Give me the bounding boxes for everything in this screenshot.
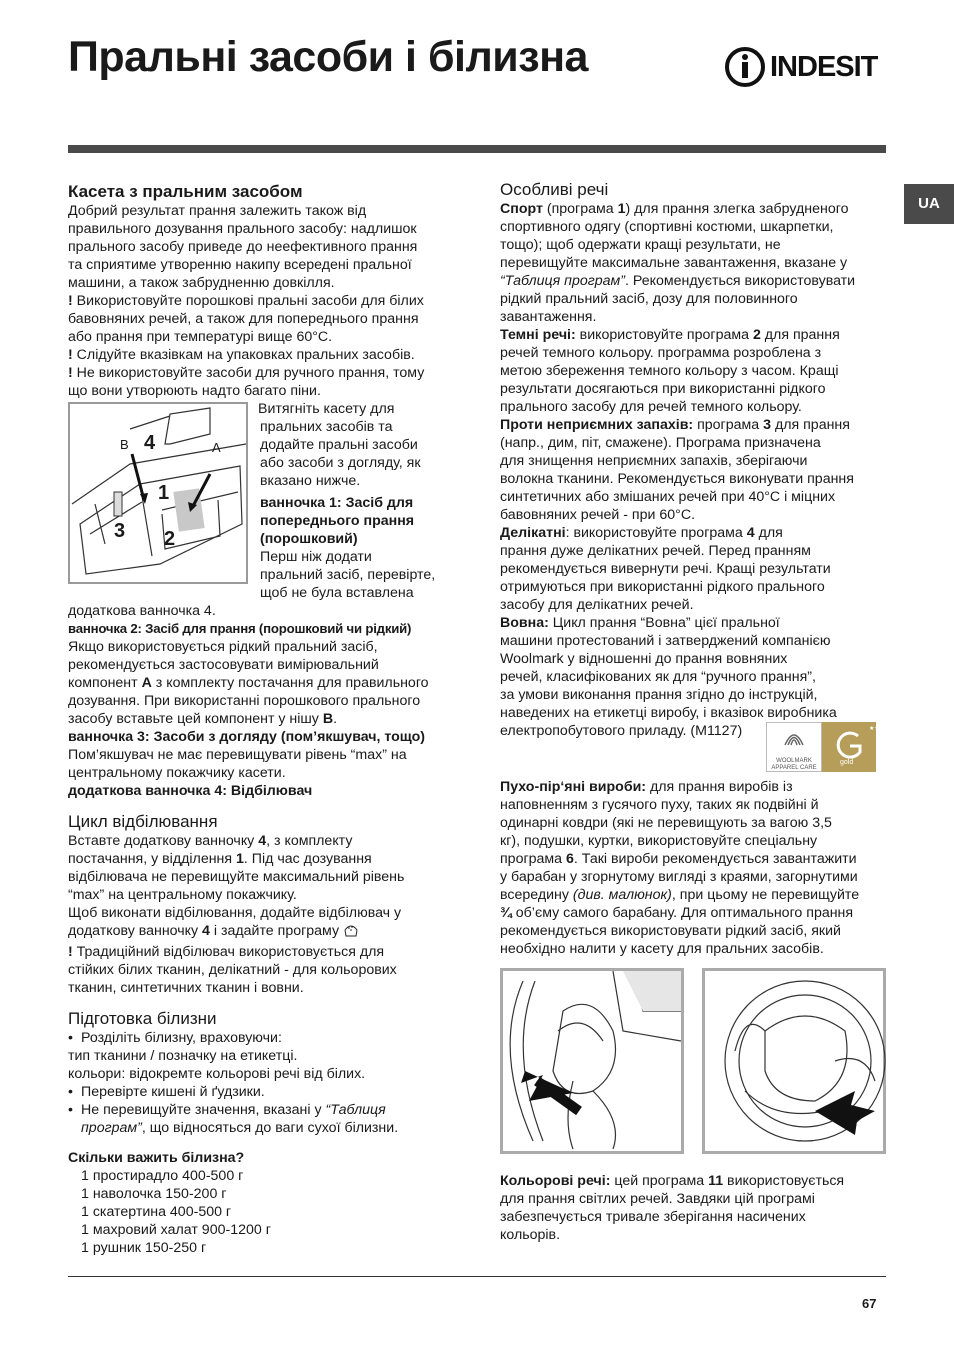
warning-icon: ! [68,347,73,363]
header-bar [68,145,886,153]
tray4-title: додаткова ванночка 4: Відбілювач [68,783,313,799]
down-items-text: Пухо-пір‘яні вироби: для прання виробів із наповненням з гусячого пуху, таких як подвійні й одинарні ковдри (які не перевищують за вагою 3,5 кг), подушки, куртки, використовуйте спеціальну програма 6. Такі вироби рекомендується завантажити у барабан у згорнутому вигляді з краями, загорнутими всередину (див. малюнок), при цьому не перевищуйте ¾ об’єму самого барабану. Для оптимального прання рекомендується використовувати рідкий засіб, який необхідно налити у касету для пральних засобів. [500,779,860,957]
woolmark-gold-logo [822,722,886,772]
warning-line: ! Слідуйте вказівкам на упаковках пральних засобів. [68,347,415,363]
page-title: Пральні засоби і білизна [68,33,588,81]
svg-text:★★★: ★★★ [869,725,886,732]
weight-item: 1 простирадло 400-500 г [81,1168,244,1184]
woolmark-logo [766,722,822,772]
woolmark-icon [767,723,821,753]
figure-label-1: 1 [158,482,170,504]
figure-label-b: B [120,437,129,452]
tray-descriptions: додаткова ванночка 4. ванночка 2: Засіб для прання (порошковий чи рідкий) Якщо використовується рідкий пральний засіб, рекомендується застосовувати вимірювальний компонент A з комплекту постачання для правильного дозування. При використанні порошкового прального засобу вставьте цей компонент у нішу B. ванночка 3: Засоби з догляду (пом’якшувач, тощо) Пом’якшувач не має перевищувати рівень “max” на центральному покажчику касети. додаткова ванночка 4: Відбілювач Цикл відбілювання Вставте додаткову ванночку 4, з комплекту постачання, у відділення 1. Під час дозування відбілювача не перевищуйте максимальний рівень “max” на центральному покажчику. Щоб виконати відбілювання, додайте відбілювач у додаткову ванночку 4 і задайте програму ! Традиційний відбілювач використовується для стійких білих тканин, делікатний - для кольорових тканин, синтетичних тканин і вовни. Підготовка білизни • Розділіть білизну, враховуючи: тип тканини / позначку на етикетці. кольори: відокремте кольорові речі від білих. • Перевірте кишені й ґудзики. • Не перевищуйте значення, вказані у “Таблиця програм”, що відносяться до ваги сухої білизни. Скільки важить білизна? 1 простирадло 400-500 г 1 наволочка 150-200 г 1 скатертина 400-500 г 1 махровий халат 900-1200 г 1 рушник 150-250 г [68,602,468,1257]
bleach-program-icon [343,922,359,943]
warning-icon: ! [68,293,73,309]
warning-line: ! Не використовуйте засоби для ручного прання, тому [68,365,425,381]
weights-heading: Скільки важить білизна? [68,1150,245,1166]
intro-line: машини, а також забрудненню довкілля. [68,275,335,291]
tray1-title: ванночка 1: Засіб для [260,495,414,511]
right-column: Особливі речі Спорт (програма 1) для прання злегка забрудненого спортивного одягу (спортивні костюми, шкарпетки, тощо); щоб одержати кращі результати, не перевищуйте максимальне завантаження, вказане у “Таблиця програм”. Рекомендується використовувати рідкий пральний засіб, дозу для половинного завантаження. Темні речі: використовуйте програма 2 для прання речей темного кольору. программа розроблена з метою збереження темного кольору з часом. Кращі результати досягаються при використанні рідкого прального засобу для речей темного кольору. Проти неприємних запахів: програма 3 для прання (напр., дим, піт, смажене). Програма призначена для знищення неприємних запахів, зберігаючи волокна тканини. Рекомендується виконувати прання синтетичних або змішаних речей при 40°C і міцних бавовняних речей - при 60°C. Делікатні: використовуйте програма 4 для прання дуже делікатних речей. Перед пранням рекомендується вивернути речі. Кращі результати отримуються при використанні рідкого прального засобу для делікатних речей. Вовна: Цикл прання “Вовна” цієї пральної машини протестований і затверджений компанією Woolmark у відношенні до прання вовняних речей, класифікованих як для “ручного прання”, за умови виконання прання згідно до інструкцій, наведених на етикетці виробу, і вказівок виробника електропобутового приладу. (M1127) [500,180,890,740]
warning-line: що вони утворюють надто багато піни. [68,383,321,399]
warning-line: ! Використовуйте порошкові пральні засоби для білих [68,293,424,309]
intro-line: Добрий результат прання залежить також від [68,203,367,219]
warning-icon: ! [68,944,73,960]
left-column [68,182,468,400]
page-number: 67 [862,1296,877,1311]
intro-line: прального засобу приведе до неефективного прання [68,239,418,255]
colored-items-text: Кольорові речі: цей програма 11 використовується для прання світлих речей. Завдяки цій програмі забезпечується тривале зберігання насичених кольорів. [500,1173,845,1243]
language-tab: UA [904,184,954,224]
indesit-logo [724,45,888,89]
figure-label-3: 3 [114,520,126,542]
drum-figure-right [702,968,886,1154]
figure-label-2: 2 [164,528,176,550]
warning-line: бавовняних речей, а також для попереднього прання [68,311,419,327]
cassette-figure [68,402,248,584]
figure-label-a: A [212,440,221,455]
section-heading-prep: Підготовка білизни [68,1009,217,1028]
warning-icon: ! [68,365,73,381]
footer-rule [68,1276,886,1277]
brand-name: INDESIT [770,51,878,83]
drum-figure-left [500,968,684,1154]
warning-line: або прання при температурі вище 60°C. [68,329,333,345]
intro-line: правильного дозування прального засобу: надлишок [68,221,417,237]
section-heading-special: Особливі речі [500,180,609,199]
folding-duvet-illustration [705,971,883,1151]
intro-line: та сприятиме утворенню накипу всередені пральної [68,257,412,273]
section-heading-bleach: Цикл відбілювання [68,812,218,831]
weight-item: 1 махровий халат 900-1200 г [81,1222,271,1238]
gold-label: gold [840,759,854,766]
weight-item: 1 наволочка 150-200 г [81,1186,227,1202]
woolmark-caption: WOOLMARK APPAREL CARE [771,758,817,771]
section-heading-cassette: Касета з пральним засобом [68,182,303,201]
weight-item: 1 скатертина 400-500 г [81,1204,232,1220]
cassette-side-text: Витягніть касету для пральних засобів та додайте пральні засоби або засоби з догляду, як вказано нижче. ванночка 1: Засіб для попереднього прання (порошковий) Перш ніж додати пральний засіб, перевірте, щоб не була вставлена [258,400,468,602]
weight-item: 1 рушник 150-250 г [81,1240,207,1256]
tray2-title: ванночка 2: Засіб для прання (порошковий чи рідкий) [68,621,412,636]
figure-label-4: 4 [144,432,156,454]
tray3-title: ванночка 3: Засоби з догляду (пом’якшувач, тощо) [68,729,425,745]
loading-duvet-illustration [503,971,681,1151]
